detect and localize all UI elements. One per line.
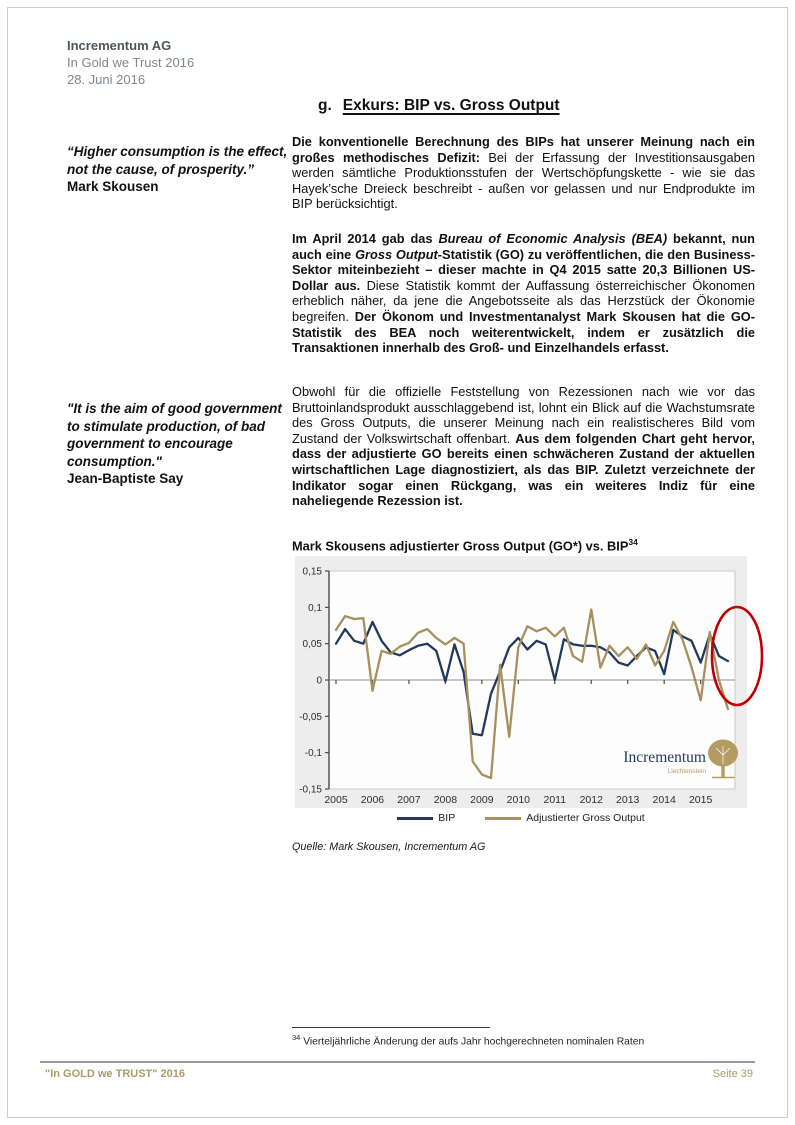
text-run: Gross Output (355, 246, 438, 262)
tree-trunk (721, 764, 724, 777)
text-run: Der Ökonom und Investmentanalyst Mark Skousen hat die GO-Statistik des BEA noch weiterentwickelt, indem er zusätzlich die Transaktionen innerhalb des Groß- und Einzelhandels erfasst. (292, 308, 755, 356)
text-run: Die konventionelle Berechnung des BIPs hat unserer Meinung nach ein großes methodisches Defizit: (292, 134, 755, 165)
footnote-number: 34 (292, 1033, 301, 1042)
x-tick-label: 2013 (616, 794, 640, 806)
incrementum-logo-text: Incrementum (623, 749, 706, 766)
text-run: Aus dem folgenden Chart geht hervor, dass der adjustierte GO bereits einen schwächeren Zustand der aktuellen wirtschaftlichen Lage diagnostiziert, als das BIP. Zuletzt verzeichnete der Indikator sogar einen Rückgang, was ein weiteres Indiz für eine naheliegende Rezession ist. (292, 430, 755, 509)
body-paragraph-3 (292, 384, 755, 509)
x-tick-label: 2009 (470, 794, 494, 806)
x-tick-label: 2010 (506, 794, 531, 806)
footnote-divider (292, 1027, 490, 1028)
text-run: Bureau of Economic Analysis (BEA) (438, 231, 668, 246)
x-tick-label: 2014 (652, 794, 676, 806)
margin-quote-skousen (67, 143, 289, 196)
line-chart (295, 556, 770, 808)
quote-text: "It is the aim of good government to stimulate production, of bad government to encourage consumption." (67, 401, 282, 469)
footnote-text: Vierteljährliche Änderung der aufs Jahr hochgerechneten nominalen Raten (300, 1036, 645, 1048)
footer-divider (40, 1061, 755, 1063)
y-tick-label: 0,05 (302, 639, 322, 651)
chart-legend (295, 812, 747, 824)
header-date: 28. Juni 2016 (67, 72, 146, 87)
footer-report-name: "In GOLD we TRUST" 2016 (45, 1068, 186, 1080)
text-run: Obwohl für die offizielle Feststellung von Rezessionen nach wie vor das Bruttoinlandsprodukt ausschlaggebend ist, lohnt ein Blick auf die Wachstumsrate des Gross Outputs, die unserer Meinung nach ein realistischeres Bild vom Zustand der Volkswirtschaft offenbart. (292, 384, 755, 446)
section-heading (318, 97, 560, 115)
y-tick-label: 0,15 (302, 566, 322, 578)
y-tick-label: 0 (316, 675, 322, 687)
margin-quote-say (67, 400, 289, 488)
quote-author: Mark Skousen (67, 179, 159, 194)
section-title: Exkurs: BIP vs. Gross Output (342, 97, 560, 114)
footnote (292, 1033, 644, 1047)
footer-page-number: Seite 39 (712, 1068, 753, 1080)
x-tick-label: 2006 (360, 794, 385, 806)
x-tick-label: 2012 (579, 794, 603, 806)
chart-canvas (295, 556, 770, 808)
text-run: -Statistik (GO) zu veröffentlichen, die den Business-Sektor miteinbezieht – dieser machte in Q4 2015 satte 20,3 Billionen US-Dollar aus. (292, 246, 755, 293)
quote-author: Jean-Baptiste Say (67, 471, 184, 486)
x-tick-label: 2007 (397, 794, 421, 806)
x-tick-label: 2011 (543, 794, 567, 806)
quote-text: “Higher consumption is the effect, not the cause, of prosperity.” (67, 144, 288, 177)
body-paragraph-2 (292, 231, 755, 356)
legend-item-bip (397, 812, 455, 824)
y-tick-label: -0,1 (304, 748, 322, 760)
section-index: g. (318, 97, 332, 114)
y-tick-label: 0,1 (308, 602, 322, 614)
incrementum-logo-subtext: Liechtenstein (667, 768, 706, 775)
header-company: Incrementum AG (67, 38, 172, 53)
y-tick-label: -0,15 (299, 784, 322, 796)
go-line-swatch (485, 817, 521, 820)
x-tick-label: 2005 (324, 794, 348, 806)
chart-title-footnote-ref: 34 (628, 537, 638, 547)
text-run: Diese Statistik kommt der Auffassung österreichischer Ökonomen erheblich näher, da jene die Angebotsseite als das Herzstück der Ökonomie begreifen. (292, 277, 756, 324)
chart-source: Quelle: Mark Skousen, Incrementum AG (292, 841, 486, 853)
header-report-title: In Gold we Trust 2016 (67, 55, 195, 70)
x-tick-label: 2008 (433, 794, 458, 806)
bip-line-swatch (397, 817, 433, 820)
legend-label-go: Adjustierter Gross Output (526, 812, 645, 824)
chart-title-text: Mark Skousens adjustierter Gross Output (GO*) vs. BIP (292, 538, 629, 554)
y-tick-label: -0,05 (299, 711, 322, 723)
text-run: Bei der Erfassung der Investitionsausgaben werden sämtliche Produktionsstufen der Wertschöpfungskette - wie sie das Hayek’sche Dreieck beschreibt - außen vor gelassen und nur Endprodukte im BIP berücksichtigt. (292, 149, 756, 212)
text-run: Im April 2014 gab das (292, 231, 439, 246)
x-tick-label: 2015 (688, 794, 713, 806)
body-paragraph-1 (292, 134, 755, 212)
chart-title (292, 537, 638, 553)
text-run: bekannt, nun auch eine (292, 231, 755, 262)
legend-label-bip: BIP (438, 812, 456, 824)
page-header (67, 37, 194, 88)
legend-item-go (485, 812, 644, 824)
